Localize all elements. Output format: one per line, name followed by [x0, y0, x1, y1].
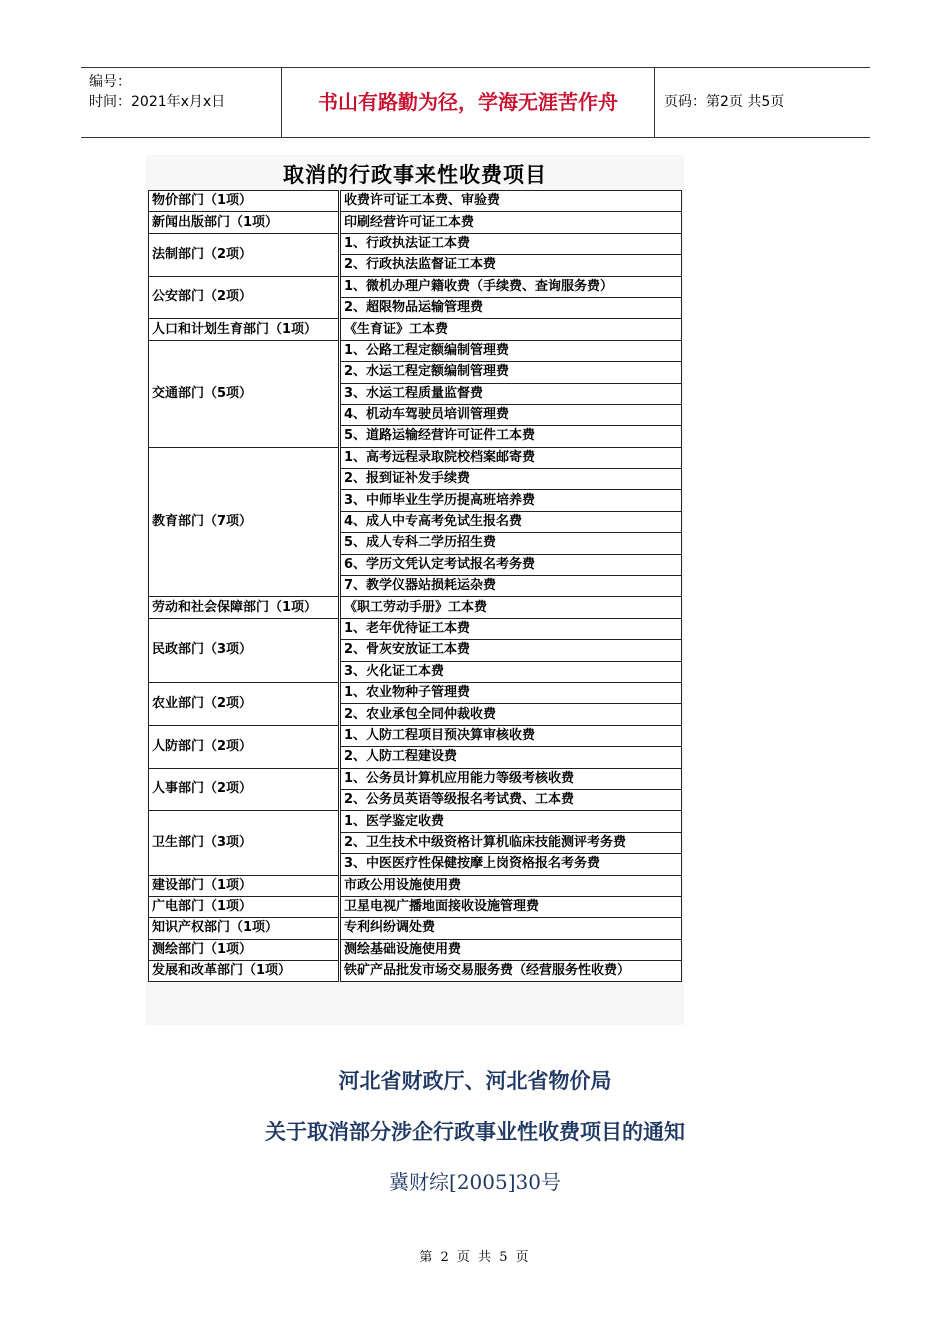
fee-item-cell: 7、教学仪器站损耗运杂费: [340, 576, 682, 597]
header-meta-cell: [81, 68, 282, 137]
fee-item-cell: 《生育证》工本费: [340, 319, 682, 340]
fee-item-cell: 3、中医医疗性保健按摩上岗资格报名考务费: [340, 854, 682, 875]
fee-item-cell: 测绘基础设施使用费: [340, 939, 682, 960]
fee-item-cell: 2、水运工程定额编制管理费: [340, 362, 682, 383]
table-row: [149, 191, 682, 212]
table-row: [149, 918, 682, 939]
department-cell: 广电部门（1项）: [149, 896, 340, 917]
fee-item-cell: 4、机动车驾驶员培训管理费: [340, 404, 682, 425]
code-label: 编号：: [89, 74, 131, 90]
department-cell: 交通部门（5项）: [149, 340, 340, 447]
department-cell: 测绘部门（1项）: [149, 939, 340, 960]
department-cell: 教育部门（7项）: [149, 447, 340, 597]
table-row: [149, 597, 682, 618]
fee-item-cell: 3、火化证工本费: [340, 661, 682, 682]
fee-item-cell: 6、学历文凭认定考试报名考务费: [340, 554, 682, 575]
fee-item-cell: 印刷经营许可证工本费: [340, 212, 682, 233]
table-row: [149, 875, 682, 896]
department-cell: 发展和改革部门（1项）: [149, 961, 340, 982]
table-row: [149, 682, 682, 703]
table-row: [149, 212, 682, 233]
department-cell: 知识产权部门（1项）: [149, 918, 340, 939]
fee-item-cell: 5、成人专科二学历招生费: [340, 533, 682, 554]
document-number: 冀财综[2005]30号: [389, 1170, 561, 1194]
fee-table-figure: [146, 155, 684, 1025]
fee-item-cell: 1、农业物种子管理费: [340, 682, 682, 703]
fee-item-cell: 2、公务员英语等级报名考试费、工本费: [340, 789, 682, 810]
department-cell: 人口和计划生育部门（1项）: [149, 319, 340, 340]
department-cell: 人防部门（2项）: [149, 725, 340, 768]
fee-item-cell: 1、公路工程定额编制管理费: [340, 340, 682, 361]
fee-item-cell: 1、微机办理户籍收费（手续费、查询服务费）: [340, 276, 682, 297]
department-cell: 公安部门（2项）: [149, 276, 340, 319]
fee-item-cell: 《职工劳动手册》工本费: [340, 597, 682, 618]
fee-item-cell: 专利纠纷调处费: [340, 918, 682, 939]
department-cell: 劳动和社会保障部门（1项）: [149, 597, 340, 618]
table-row: [149, 939, 682, 960]
table-row: [149, 618, 682, 639]
fee-item-cell: 2、农业承包全同仲裁收费: [340, 704, 682, 725]
department-cell: 新闻出版部门（1项）: [149, 212, 340, 233]
department-cell: 人事部门（2项）: [149, 768, 340, 811]
fee-table-body: [149, 191, 682, 982]
table-row: [149, 276, 682, 297]
header-page-label: 页码：第2页 共5页: [664, 94, 785, 110]
table-title: 取消的行政事来性收费项目: [283, 163, 547, 187]
fee-item-cell: 4、成人中专高考免试生报名费: [340, 511, 682, 532]
department-cell: 法制部门（2项）: [149, 233, 340, 276]
notice-title: 关于取消部分涉企行政事业性收费项目的通知: [265, 1119, 685, 1144]
table-row: [149, 319, 682, 340]
table-row: [149, 725, 682, 746]
fee-item-cell: 2、骨灰安放证工本费: [340, 640, 682, 661]
page-footer: 第 2 页 共 5 页: [419, 1250, 531, 1265]
fee-item-cell: 1、行政执法证工本费: [340, 233, 682, 254]
fee-item-cell: 3、水运工程质量监督费: [340, 383, 682, 404]
page-header: [81, 67, 870, 138]
fee-item-cell: 2、人防工程建设费: [340, 747, 682, 768]
fee-item-cell: 2、报到证补发手续费: [340, 469, 682, 490]
fee-item-cell: 2、行政执法监督证工本费: [340, 255, 682, 276]
fee-item-cell: 3、中师毕业生学历提高班培养费: [340, 490, 682, 511]
fee-item-cell: 市政公用设施使用费: [340, 875, 682, 896]
table-row: [149, 233, 682, 254]
table-row: [149, 961, 682, 982]
fee-item-cell: 2、超限物品运输管理费: [340, 297, 682, 318]
department-cell: 农业部门（2项）: [149, 682, 340, 725]
fee-table: [148, 190, 682, 982]
fee-item-cell: 5、道路运输经营许可证件工本费: [340, 426, 682, 447]
fee-item-cell: 1、高考远程录取院校档案邮寄费: [340, 447, 682, 468]
issuer-line: 河北省财政厅、河北省物价局: [338, 1068, 612, 1093]
fee-item-cell: 卫星电视广播地面接收设施管理费: [340, 896, 682, 917]
fee-item-cell: 铁矿产品批发市场交易服务费（经营服务性收费）: [340, 961, 682, 982]
header-motto: 书山有路勤为径，学海无涯苦作舟: [282, 68, 655, 137]
table-row: [149, 447, 682, 468]
department-cell: 卫生部门（3项）: [149, 811, 340, 875]
table-row: [149, 811, 682, 832]
fee-item-cell: 收费许可证工本费、审验费: [340, 191, 682, 212]
time-label: 时间：2021年x月x日: [89, 94, 226, 110]
department-cell: 物价部门（1项）: [149, 191, 340, 212]
fee-item-cell: 1、老年优待证工本费: [340, 618, 682, 639]
fee-item-cell: 1、公务员计算机应用能力等级考核收费: [340, 768, 682, 789]
fee-item-cell: 1、人防工程项目预决算审核收费: [340, 725, 682, 746]
department-cell: 建设部门（1项）: [149, 875, 340, 896]
table-row: [149, 896, 682, 917]
fee-item-cell: 2、卫生技术中级资格计算机临床技能测评考务费: [340, 832, 682, 853]
table-row: [149, 768, 682, 789]
department-cell: 民政部门（3项）: [149, 618, 340, 682]
table-row: [149, 340, 682, 361]
fee-item-cell: 1、医学鉴定收费: [340, 811, 682, 832]
